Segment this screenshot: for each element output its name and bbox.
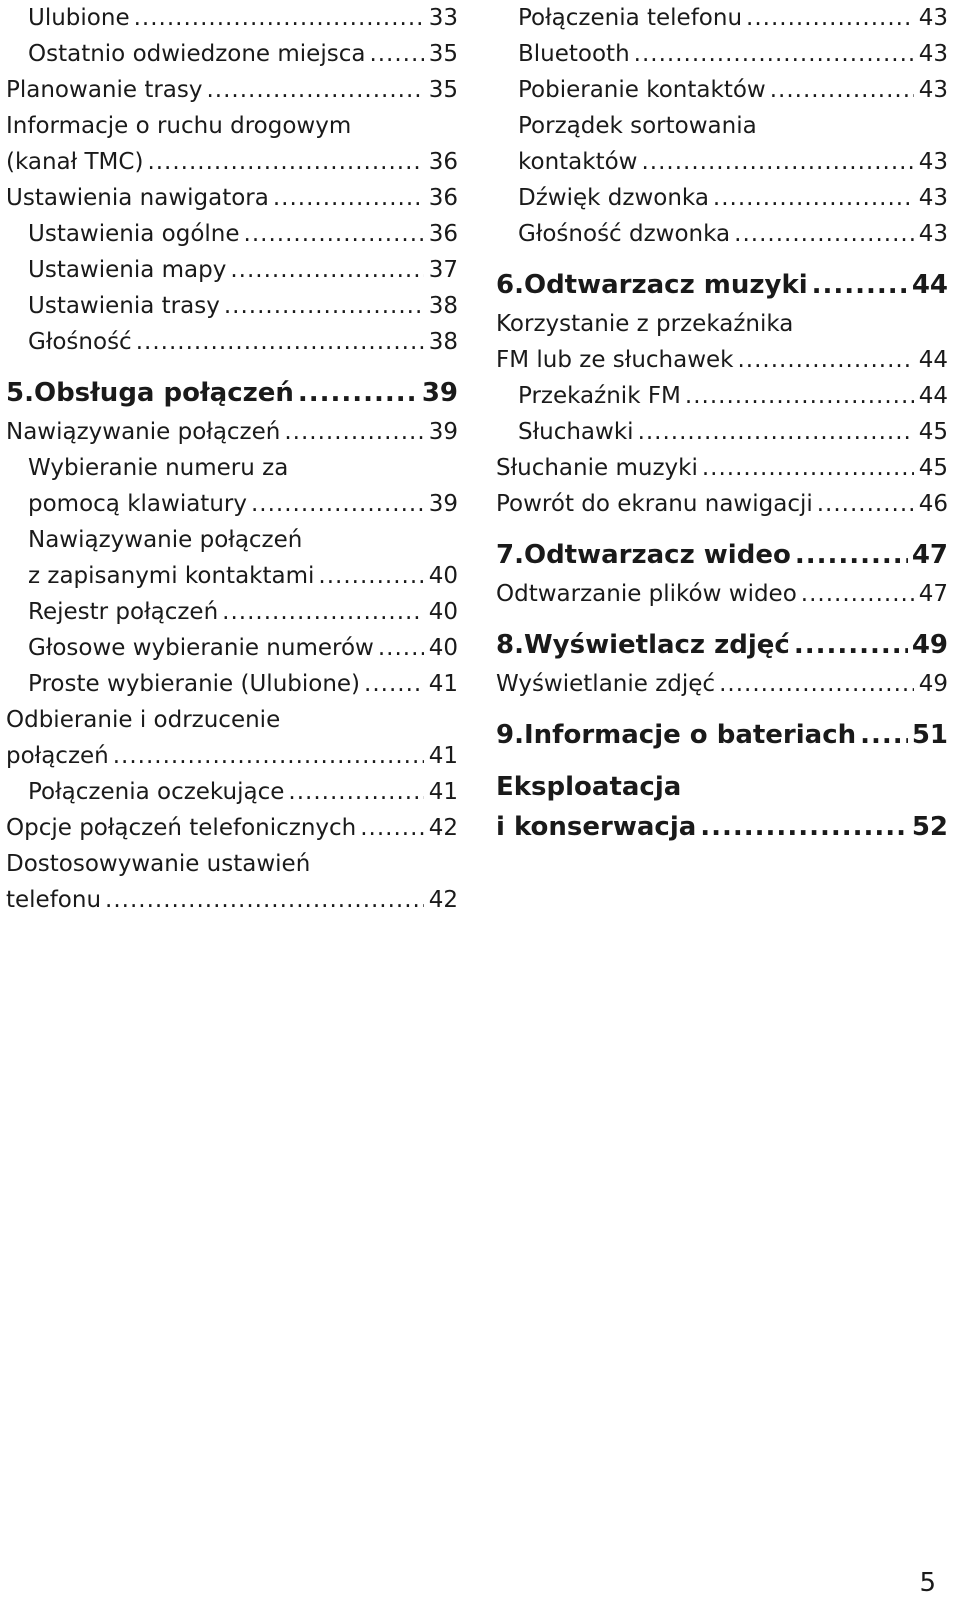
toc-entry[interactable]: Bluetooth ..... 43 bbox=[496, 36, 948, 72]
toc-entry[interactable]: Głośność dzwonka ..... 43 bbox=[496, 216, 948, 252]
toc-entry[interactable]: Pobieranie kontaktów ..... 43 bbox=[496, 72, 948, 108]
toc-entry-line1: Dostosowywanie ustawień bbox=[6, 851, 311, 877]
toc-entry-line1: Wybieranie numeru za bbox=[28, 455, 289, 481]
toc-entry[interactable]: Ustawienia trasy ..... 38 bbox=[6, 288, 458, 324]
toc-chapter-heading[interactable]: 6. Odtwarzacz muzyki ..... 44 bbox=[496, 264, 948, 306]
toc-entry[interactable]: Planowanie trasy ..... 35 bbox=[6, 72, 458, 108]
toc-entry-line1: Informacje o ruchu drogowym bbox=[6, 113, 352, 139]
toc-chapter-heading[interactable]: 9. Informacje o bateriach ..... 51 bbox=[496, 714, 948, 756]
toc-entry[interactable]: Nawiązywanie połączeń ..... 39 bbox=[6, 414, 458, 450]
toc-entry[interactable]: Głośność ..... 38 bbox=[6, 324, 458, 360]
toc-entry[interactable]: Wyświetlanie zdjęć ..... 49 bbox=[496, 666, 948, 702]
page-number: 5 bbox=[919, 1568, 936, 1598]
toc-entry[interactable]: Ustawienia mapy ..... 37 bbox=[6, 252, 458, 288]
toc-chapter-heading[interactable]: i konserwacja ..... 52 bbox=[496, 806, 948, 848]
toc-entry[interactable]: Połączenia oczekujące ..... 41 bbox=[6, 774, 458, 810]
toc-entry[interactable]: Słuchawki ..... 45 bbox=[496, 414, 948, 450]
toc-entry[interactable]: Powrót do ekranu nawigacji ..... 46 bbox=[496, 486, 948, 522]
toc-entry[interactable]: Słuchanie muzyki ..... 45 bbox=[496, 450, 948, 486]
toc-entry[interactable]: (kanał TMC) ..... 36 bbox=[6, 144, 458, 180]
toc-entry[interactable]: Połączenia telefonu ..... 43 bbox=[496, 0, 948, 36]
toc-chapter-heading[interactable]: 7. Odtwarzacz wideo ..... 47 bbox=[496, 534, 948, 576]
toc-chapter-heading[interactable]: 8. Wyświetlacz zdjęć ..... 49 bbox=[496, 624, 948, 666]
toc-entry[interactable]: Proste wybieranie (Ulubione) ..... 41 bbox=[6, 666, 458, 702]
toc-entry[interactable]: Ustawienia nawigatora ..... 36 bbox=[6, 180, 458, 216]
toc-entry[interactable]: Ustawienia ogólne ..... 36 bbox=[6, 216, 458, 252]
toc-entry[interactable]: Ostatnio odwiedzone miejsca ..... 35 bbox=[6, 36, 458, 72]
toc-column-left bbox=[6, 0, 458, 918]
toc-column-right bbox=[496, 0, 948, 848]
toc-entry[interactable]: Dźwięk dzwonka ..... 43 bbox=[496, 180, 948, 216]
toc-entry[interactable]: telefonu ..... 42 bbox=[6, 882, 458, 918]
toc-entry[interactable]: Przekaźnik FM ..... 44 bbox=[496, 378, 948, 414]
toc-entry[interactable]: z zapisanymi kontaktami ..... 40 bbox=[6, 558, 458, 594]
toc-entry[interactable]: Ulubione ..... 33 bbox=[6, 0, 458, 36]
toc-chapter-heading[interactable]: 5. Obsługa połączeń ..... 39 bbox=[6, 372, 458, 414]
toc-entry[interactable]: Głosowe wybieranie numerów ..... 40 bbox=[6, 630, 458, 666]
toc-entry[interactable]: Opcje połączeń telefonicznych ..... 42 bbox=[6, 810, 458, 846]
toc-entry[interactable]: pomocą klawiatury ..... 39 bbox=[6, 486, 458, 522]
toc-chapter-heading-line1: Eksploatacja bbox=[496, 772, 682, 802]
toc-entry[interactable]: Rejestr połączeń ..... 40 bbox=[6, 594, 458, 630]
toc-entry-line1: Porządek sortowania bbox=[518, 113, 757, 139]
toc-entry-line1: Nawiązywanie połączeń bbox=[28, 527, 303, 553]
toc-entry[interactable]: kontaktów ..... 43 bbox=[496, 144, 948, 180]
toc-entry[interactable]: Odtwarzanie plików wideo ..... 47 bbox=[496, 576, 948, 612]
toc-entry-line1: Korzystanie z przekaźnika bbox=[496, 311, 794, 337]
toc-entry[interactable]: połączeń ..... 41 bbox=[6, 738, 458, 774]
toc-entry-line1: Odbieranie i odrzucenie bbox=[6, 707, 281, 733]
toc-entry[interactable]: FM lub ze słuchawek ..... 44 bbox=[496, 342, 948, 378]
